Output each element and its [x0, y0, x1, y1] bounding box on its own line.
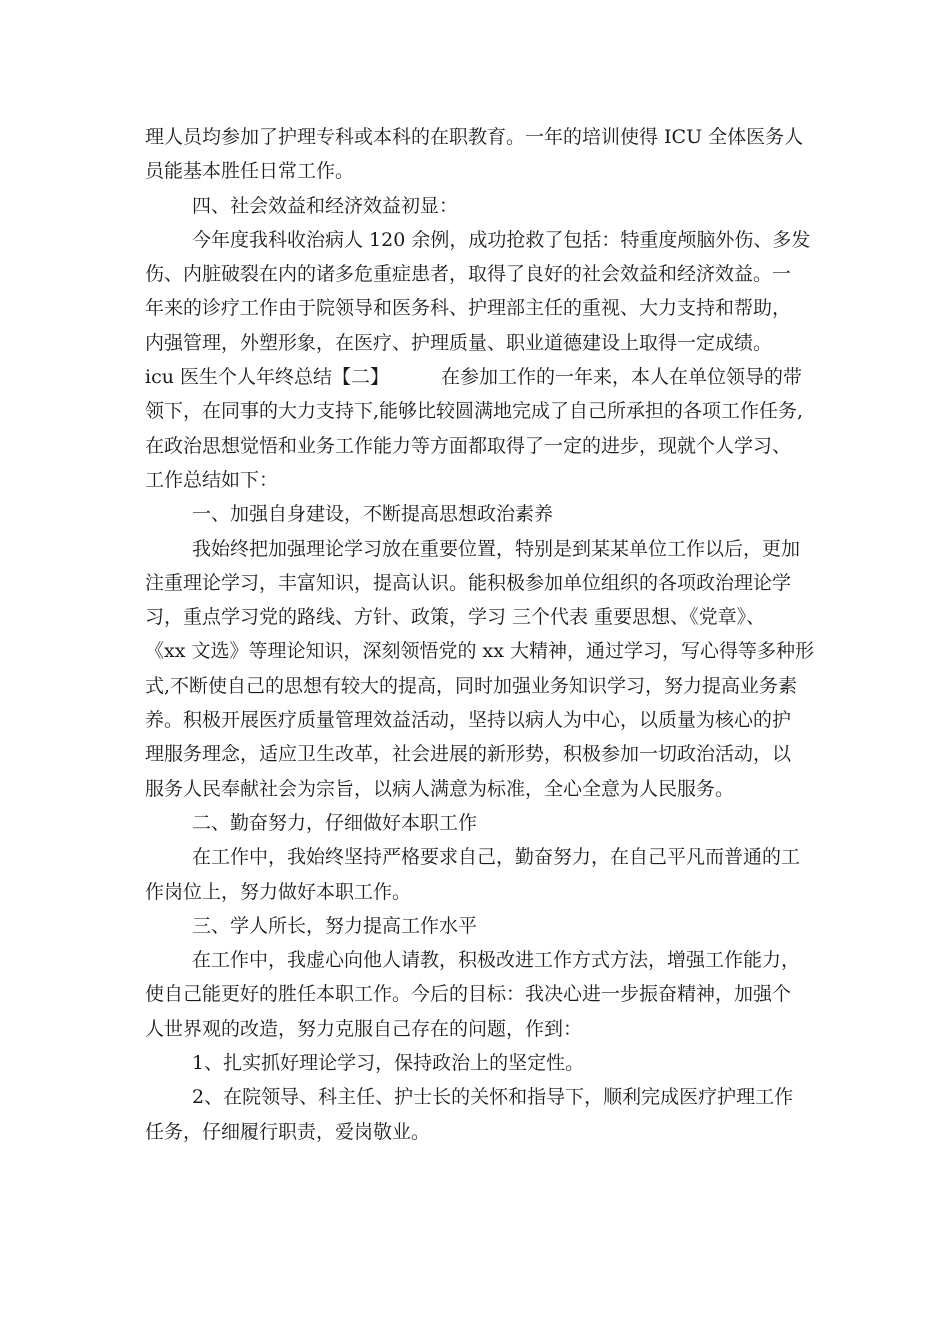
body-line: 注重理论学习，丰富知识，提高认识。能积极参加单位组织的各项政治理论学 [145, 571, 792, 594]
body-line: 养。积极开展医疗质量管理效益活动，坚持以病人为中心，以质量为核心的护 [145, 709, 792, 732]
section-heading: 一、加强自身建设，不断提高思想政治素养 [192, 503, 554, 526]
list-item: 1、扎实抓好理论学习，保持政治上的坚定性。 [192, 1052, 585, 1075]
body-line: 服务人民奉献社会为宗旨，以病人满意为标准，全心全意为人民服务。 [145, 777, 735, 800]
body-line: 习，重点学习党的路线、方针、政策，学习 三个代表 重要思想、《党章》、 [145, 606, 766, 629]
body-line: 在工作中，我虚心向他人请教，积极改进工作方式方法，增强工作能力， [192, 949, 801, 972]
body-line: 在工作中，我始终坚持严格要求自己，勤奋努力，在自己平凡而普通的工 [192, 846, 801, 869]
body-line [145, 360, 825, 394]
list-item: 2、在院领导、科主任、护士长的关怀和指导下，顺利完成医疗护理工作 [192, 1086, 794, 1109]
section-heading: 四、社会效益和经济效益初显： [192, 194, 459, 217]
body-line: 人世界观的改造，努力克服自己存在的问题，作到： [145, 1017, 583, 1040]
body-line: 内强管理，外塑形象，在医疗、护理质量、职业道德建设上取得一定成绩。 [145, 331, 773, 354]
body-line: 使自己能更好的胜任本职工作。今后的目标：我决心进一步振奋精神，加强个 [145, 983, 792, 1006]
body-line: 任务，仔细履行职责，爱岗敬业。 [145, 1120, 431, 1143]
section-heading: 三、学人所长，努力提高工作水平 [192, 914, 478, 937]
body-line: 领下，在同事的大力支持下,能够比较圆满地完成了自己所承担的各项工作任务, [145, 400, 804, 423]
document-body [145, 120, 825, 1149]
body-line: 员能基本胜任日常工作。 [145, 160, 355, 183]
body-text: 在参加工作的一年来，本人在单位领导的带 [441, 366, 803, 389]
body-line: 式,不断使自己的思想有较大的提高，同时加强业务知识学习，努力提高业务素 [145, 674, 798, 697]
body-line: 作岗位上，努力做好本职工作。 [145, 880, 412, 903]
body-line: 工作总结如下： [145, 468, 279, 491]
body-line: 理人员均参加了护理专科或本科的在职教育。一年的培训使得 ICU 全体医务人 [145, 126, 804, 148]
body-line: 在政治思想觉悟和业务工作能力等方面都取得了一定的进步，现就个人学习、 [145, 434, 792, 457]
body-line: 理服务理念，适应卫生改革，社会进展的新形势，积极参加一切政治活动，以 [145, 743, 792, 766]
section-heading: 二、勤奋努力，仔细做好本职工作 [192, 811, 478, 834]
body-line: 我始终把加强理论学习放在重要位置，特别是到某某单位工作以后，更加 [192, 537, 801, 560]
document-subtitle: icu 医生个人年终总结【二】 [145, 366, 389, 389]
body-line: 年来的诊疗工作由于院领导和医务科、护理部主任的重视、大力支持和帮助， [145, 297, 792, 320]
body-line: 伤、内脏破裂在内的诸多危重症患者，取得了良好的社会效益和经济效益。一 [145, 263, 792, 286]
body-line: 《xx 文选》等理论知识，深刻领悟党的 xx 大精神，通过学习，写心得等多种形 [145, 640, 814, 663]
body-line: 今年度我科收治病人 120 余例，成功抢救了包括：特重度颅脑外伤、多发 [192, 228, 811, 251]
